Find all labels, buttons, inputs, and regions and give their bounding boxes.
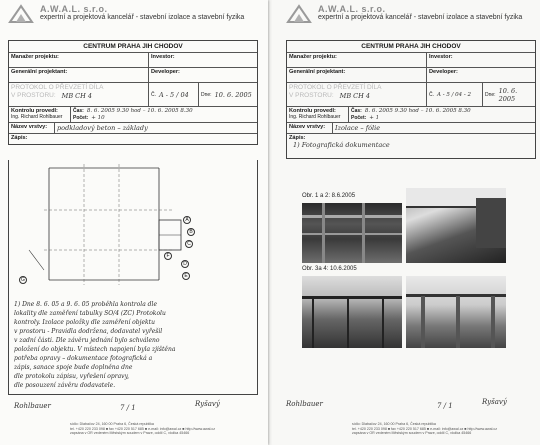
findings-label: Název vrstvy: xyxy=(9,123,55,133)
grid-label-c: C xyxy=(185,240,193,248)
sign-number: 7 / 1 xyxy=(120,404,136,412)
controller-name: Ing. Richard Rohlbauer xyxy=(11,114,63,120)
notes-label: Zápis: xyxy=(11,135,28,141)
grid-label-b: B xyxy=(187,228,195,236)
construction-photo-4 xyxy=(406,276,506,348)
protocol-form xyxy=(8,40,258,145)
controller-name: Ing. Richard Rohlbauer xyxy=(289,114,341,120)
space-value: MB CH 4 xyxy=(339,92,371,100)
company-tagline: expertní a projektová kancelář - stavební izolace a stavební fyzika xyxy=(40,14,245,21)
pages-value: + 1 xyxy=(369,115,380,121)
company-logo-icon xyxy=(286,4,312,24)
company-footer xyxy=(352,422,540,436)
grid-label-g: G xyxy=(19,276,27,284)
protocol-page-right xyxy=(272,0,540,445)
signature-right: Ryšavý xyxy=(482,398,507,406)
footer-line: sídlo: Dlabačov 24, 160 00 Praha 6, Česká republika xyxy=(70,422,154,426)
space-label: V PROSTORU: xyxy=(11,92,56,99)
time-value: 8. 6. 2005 9.30 hod – 10. 6. 2005 8.30 xyxy=(364,108,471,114)
investor-label: Investor: xyxy=(151,54,175,60)
photo-caption-2: Obr. 3a 4: 10.6.2005 xyxy=(302,266,357,272)
note-line: dle protokolu zápisu, vyřešení opravy, xyxy=(14,373,130,380)
investor-label: Investor: xyxy=(429,54,453,60)
protocol-label: PROTOKOL O PŘEVZETÍ DÍLA xyxy=(289,84,382,91)
note-line: položení do objektu. V místech napojení byla zjištěna xyxy=(14,346,176,353)
handwritten-notes xyxy=(14,300,250,390)
protocol-page-left xyxy=(0,0,268,445)
manager-label: Manažer projektu: xyxy=(9,53,149,67)
space-label: V PROSTORU: xyxy=(289,92,334,99)
manager-label: Manažer projektu: xyxy=(287,53,427,67)
date-label: Dne: xyxy=(201,91,212,98)
note-line: v zadní části. Dle závěru jednání bylo schváleno xyxy=(14,337,160,344)
footer-line: tel. +420 220 233 098 ■ fax +420 220 517 685 ■ e-mail: info@awal.cz ■ http://www.awal.cz xyxy=(352,426,498,431)
note-line: 1) Fotografická dokumentace xyxy=(293,141,390,149)
protocol-no-prefix: Č. xyxy=(429,91,434,98)
project-title: CENTRUM PRAHA JIH CHODOV xyxy=(83,43,183,50)
construction-photo-2 xyxy=(406,188,506,263)
company-logo-icon xyxy=(8,4,34,24)
control-label: Kontrolu provedl: xyxy=(11,108,58,114)
company-footer xyxy=(70,422,260,436)
protocol-no-prefix: Č. xyxy=(151,91,156,98)
grid-label-d: D xyxy=(181,260,189,268)
protocol-number: A - 5 / 04 - 2 xyxy=(437,91,472,98)
footer-line: zapsána v OR vedeném Městským soudem v Praze, oddíl C, vložka 45466 xyxy=(352,431,472,435)
signature-left: Rohlbauer xyxy=(286,400,323,408)
construction-photo-1 xyxy=(302,203,402,263)
note-line: potřeba opravy – dokumentace fotografická a xyxy=(14,355,153,362)
protocol-number: A - 5 / 04 xyxy=(159,90,189,99)
time-value: 8. 6. 2005 9.30 hod – 10. 6. 2005 8.30 xyxy=(86,108,193,114)
note-line: zápis, sanace spoje bude doplněna dne xyxy=(14,364,133,371)
note-line: lokality dle zaměření tabulky SO/4 (ZC) Protokolu xyxy=(14,310,166,317)
control-label: Kontrolu provedl: xyxy=(289,108,336,114)
findings-value: Izolace – fólie xyxy=(335,124,381,132)
signature-right: Ryšavý xyxy=(195,400,220,408)
developer-label: Developer: xyxy=(151,69,180,75)
project-title: CENTRUM PRAHA JIH CHODOV xyxy=(361,43,461,50)
notes-label: Zápis: xyxy=(289,135,306,141)
pages-label: Počet: xyxy=(351,115,367,121)
company-name: A.W.A.L. s.r.o. xyxy=(40,4,108,14)
pages-label: Počet: xyxy=(73,115,89,121)
grid-label-a: A xyxy=(183,216,191,224)
date-value: 10. 6. 2005 xyxy=(498,86,518,103)
floor-plan-sketch xyxy=(9,160,259,300)
grid-label-f: F xyxy=(164,252,172,260)
grid-label-e: E xyxy=(182,272,190,280)
designer-label: Generální projektant: xyxy=(9,68,149,82)
company-tagline: expertní a projektová kancelář - stavební izolace a stavební fyzika xyxy=(318,14,523,21)
designer-label: Generální projektant: xyxy=(287,68,427,82)
note-line: v prostoru - Pravidla dodržena, dodavatel vyřešil xyxy=(14,328,163,335)
protocol-form xyxy=(286,40,536,159)
note-line: dle posouzení závěru dodavatele. xyxy=(14,382,116,389)
construction-photo-3 xyxy=(302,276,402,348)
time-label: Čas: xyxy=(351,108,362,114)
findings-label: Název vrstvy: xyxy=(287,123,333,133)
time-label: Čas: xyxy=(73,108,84,114)
company-name: A.W.A.L. s.r.o. xyxy=(318,4,386,14)
findings-value: podkladový beton – základy xyxy=(57,124,148,132)
signature-left: Rohlbauer xyxy=(14,402,51,410)
note-line: 1) Dne 8. 6. 05 a 9. 6. 05 proběhla kontrola dle xyxy=(14,301,157,308)
note-line: kontroly. Izolace položky dle zaměření objektu xyxy=(14,319,155,326)
footer-line: zapsána v OR vedeném Městským soudem v Praze, oddíl C, vložka 45466 xyxy=(70,431,190,435)
pages-value: + 10 xyxy=(91,115,105,121)
sign-number: 7 / 1 xyxy=(437,402,453,410)
protocol-label: PROTOKOL O PŘEVZETÍ DÍLA xyxy=(11,84,104,91)
footer-line: tel. +420 220 233 098 ■ fax +420 220 517 685 ■ e-mail: info@awal.cz ■ http://www.awal.cz xyxy=(70,426,216,431)
photo-caption-1: Obr. 1 a 2: 8.6.2005 xyxy=(302,193,356,199)
date-value: 10. 6. 2005 xyxy=(214,90,252,99)
date-label: Dne: xyxy=(485,91,496,98)
space-value: MB CH 4 xyxy=(61,92,93,100)
footer-line: sídlo: Dlabačov 24, 160 00 Praha 6, Česká republika xyxy=(352,422,436,426)
developer-label: Developer: xyxy=(429,69,458,75)
